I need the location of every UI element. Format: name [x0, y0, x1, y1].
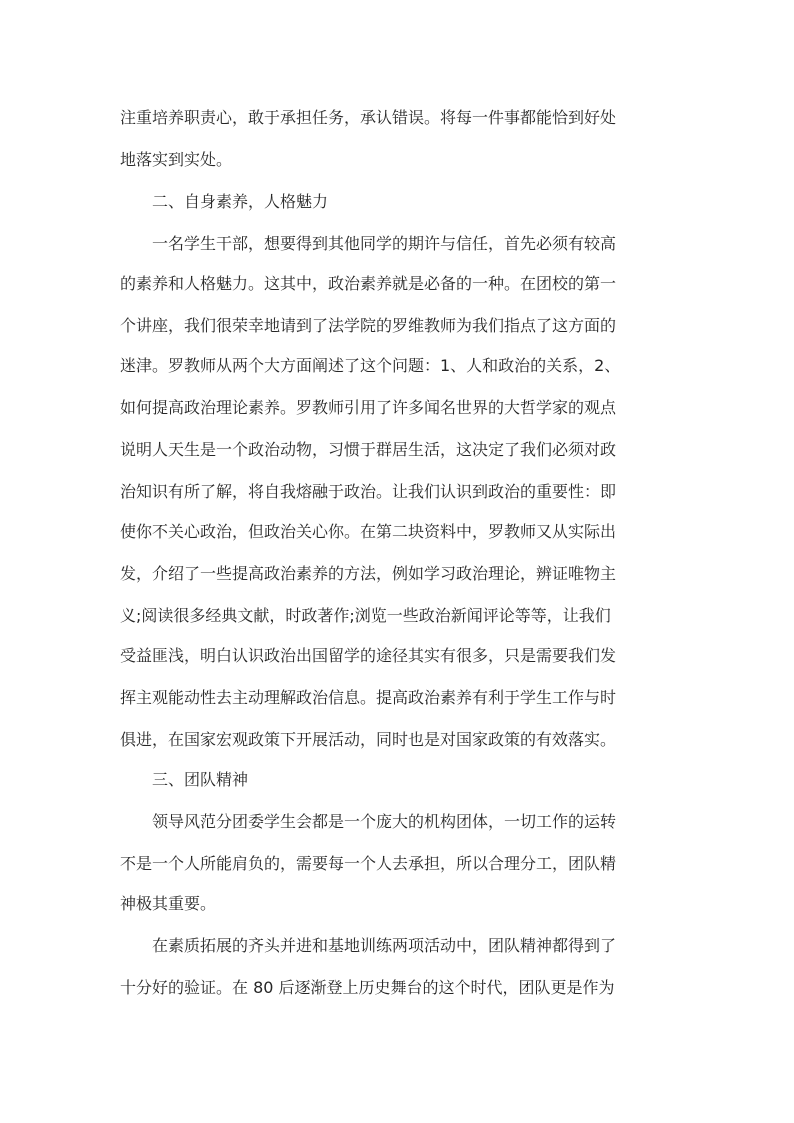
paragraph-line: 地落实到实处。	[120, 150, 233, 169]
paragraph-line: 在素质拓展的齐头并进和基地训练两项活动中，团队精神都得到了	[152, 936, 617, 955]
paragraph-line: 注重培养职责心，敢于承担任务，承认错误。将每一件事都能恰到好处	[120, 108, 617, 127]
paragraph-line: 受益匪浅，明白认识政治出国留学的途径其实有很多，只是需要我们发	[120, 646, 617, 665]
section-heading-3: 三、团队精神	[152, 770, 249, 789]
paragraph-line: 俱进，在国家宏观政策下开展活动，同时也是对国家政策的有效落实。	[120, 730, 617, 749]
section-heading-2: 二、自身素养，人格魅力	[152, 192, 329, 211]
paragraph-line: 十分好的验证。在 80 后逐渐登上历史舞台的这个时代，团队更是作为	[120, 978, 615, 997]
paragraph-line: 不是一个人所能肩负的，需要每一个人去承担，所以合理分工，团队精	[120, 854, 617, 873]
paragraph-line: 挥主观能动性去主动理解政治信息。提高政治素养有利于学生工作与时	[120, 688, 617, 707]
paragraph-line: 治知识有所了解，将自我熔融于政治。让我们认识到政治的重要性：即	[120, 482, 617, 501]
paragraph-line: 发，介绍了一些提高政治素养的方法，例如学习政治理论，辨证唯物主	[120, 564, 617, 583]
paragraph-line: 说明人天生是一个政治动物，习惯于群居生活，这决定了我们必须对政	[120, 440, 617, 459]
paragraph-line: 个讲座，我们很荣幸地请到了法学院的罗维教师为我们指点了这方面的	[120, 316, 617, 335]
paragraph-line: 的素养和人格魅力。这其中，政治素养就是必备的一种。在团校的第一	[120, 274, 617, 293]
paragraph-line: 迷津。罗教师从两个大方面阐述了这个问题：1、人和政治的关系，2、	[120, 356, 621, 375]
paragraph-line: 领导风范分团委学生会都是一个庞大的机构团体，一切工作的运转	[152, 812, 617, 831]
paragraph-line: 使你不关心政治，但政治关心你。在第二块资料中，罗教师又从实际出	[120, 522, 617, 541]
paragraph-line: 义;阅读很多经典文献，时政著作;浏览一些政治新闻评论等等，让我们	[120, 606, 611, 625]
paragraph-line: 神极其重要。	[120, 894, 217, 913]
paragraph-line: 一名学生干部，想要得到其他同学的期许与信任，首先必须有较高	[152, 234, 617, 253]
paragraph-line: 如何提高政治理论素养。罗教师引用了许多闻名世界的大哲学家的观点	[120, 398, 617, 417]
